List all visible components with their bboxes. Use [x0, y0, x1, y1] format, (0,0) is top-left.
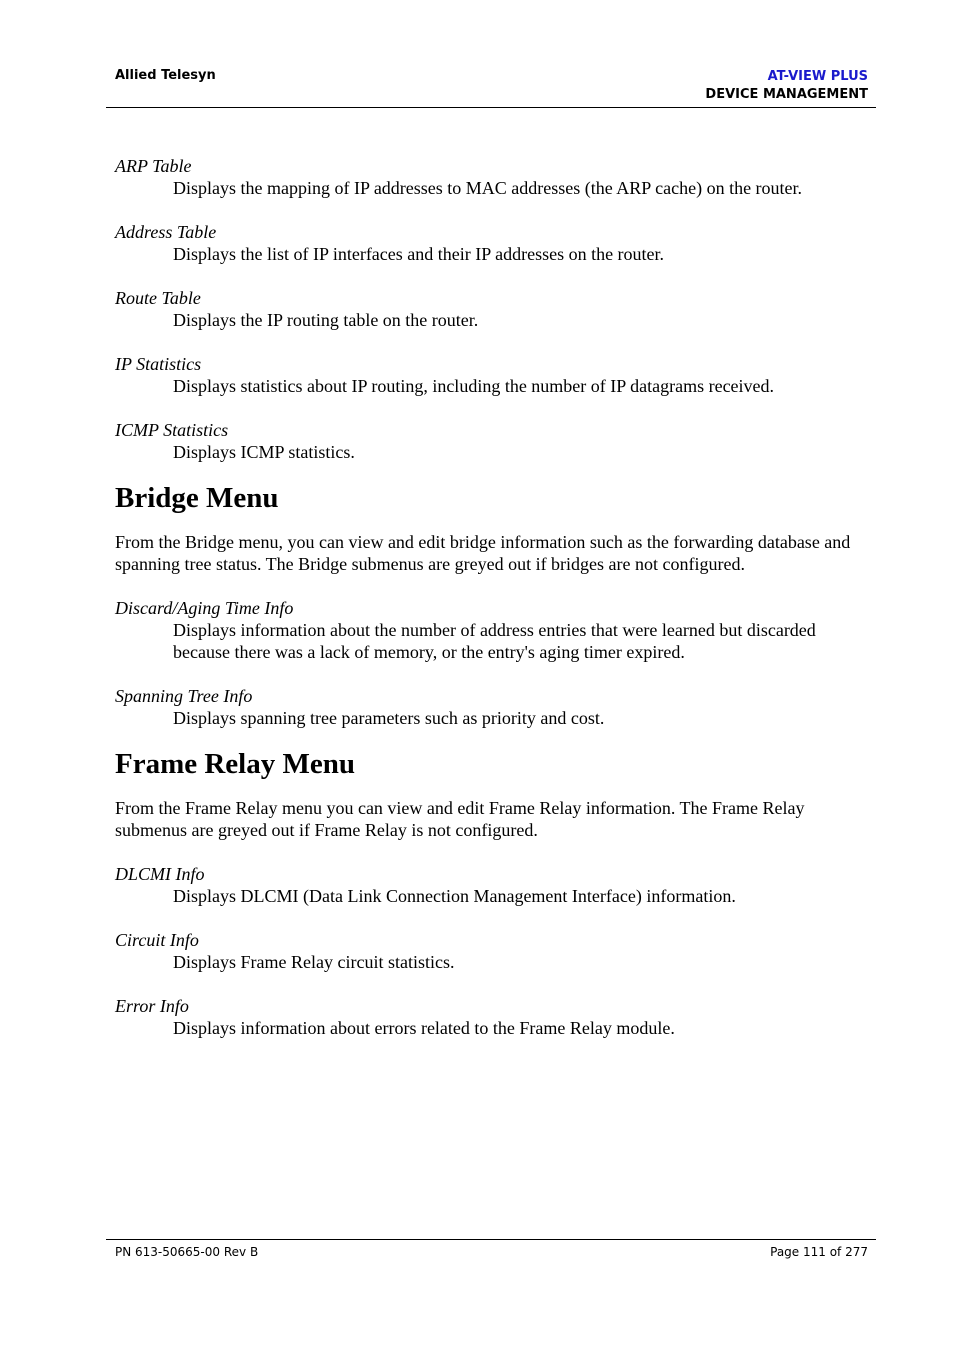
definition-entry	[115, 155, 870, 199]
header-product: AT-VIEW PLUS	[767, 69, 868, 84]
definition-entry	[115, 287, 870, 331]
entry-term: Error Info	[115, 996, 189, 1016]
definition-entry	[115, 685, 870, 729]
entry-term: Circuit Info	[115, 930, 199, 950]
footer-rule	[106, 1239, 876, 1240]
footer-part-number: PN 613-50665-00 Rev B	[115, 1245, 259, 1259]
footer-page-number: Page 111 of 277	[770, 1245, 868, 1259]
definition-entry	[115, 353, 870, 397]
entry-description: Displays Frame Relay circuit statistics.	[173, 952, 455, 972]
entry-term: Route Table	[115, 288, 201, 308]
definition-entry	[115, 597, 870, 663]
definition-entry	[115, 995, 870, 1039]
entry-description: Displays ICMP statistics.	[173, 442, 355, 462]
frame-relay-intro-paragraph: From the Frame Relay menu you can view and edit Frame Relay information. The Frame Relay submenus are greyed out if Frame Relay is not configured.	[115, 798, 805, 840]
entry-description: Displays statistics about IP routing, including the number of IP datagrams received.	[173, 376, 775, 396]
entry-term: Address Table	[115, 222, 217, 242]
header-section: DEVICE MANAGEMENT	[705, 87, 868, 102]
header-company: Allied Telesyn	[115, 68, 216, 83]
entry-term: ARP Table	[115, 156, 192, 176]
definition-entry	[115, 419, 870, 463]
entry-description: Displays spanning tree parameters such as priority and cost.	[173, 708, 605, 728]
entry-term: DLCMI Info	[115, 864, 205, 884]
entry-description: Displays information about the number of address entries that were learned but discarded because there was a lack of memory, or the entry's aging timer expired.	[173, 620, 816, 662]
entry-description: Displays the mapping of IP addresses to MAC addresses (the ARP cache) on the router.	[173, 178, 803, 198]
entry-term: IP Statistics	[115, 354, 202, 374]
entry-term: Discard/Aging Time Info	[115, 598, 294, 618]
entry-description: Displays information about errors related to the Frame Relay module.	[173, 1018, 675, 1038]
bridge-menu-heading: Bridge Menu	[115, 482, 279, 514]
entry-term: Spanning Tree Info	[115, 686, 253, 706]
header-rule	[106, 107, 876, 108]
definition-entry	[115, 221, 870, 265]
frame-relay-menu-heading: Frame Relay Menu	[115, 748, 355, 780]
entry-term: ICMP Statistics	[115, 420, 229, 440]
entry-description: Displays the IP routing table on the router.	[173, 310, 479, 330]
bridge-intro-paragraph: From the Bridge menu, you can view and edit bridge information such as the forwarding database and spanning tree status. The Bridge submenus are greyed out if bridges are not configured.	[115, 532, 851, 574]
header-title-block	[705, 68, 868, 104]
definition-entry	[115, 863, 870, 907]
entry-description: Displays the list of IP interfaces and their IP addresses on the router.	[173, 244, 665, 264]
page-content	[115, 155, 870, 1061]
definition-entry	[115, 929, 870, 973]
entry-description: Displays DLCMI (Data Link Connection Management Interface) information.	[173, 886, 736, 906]
